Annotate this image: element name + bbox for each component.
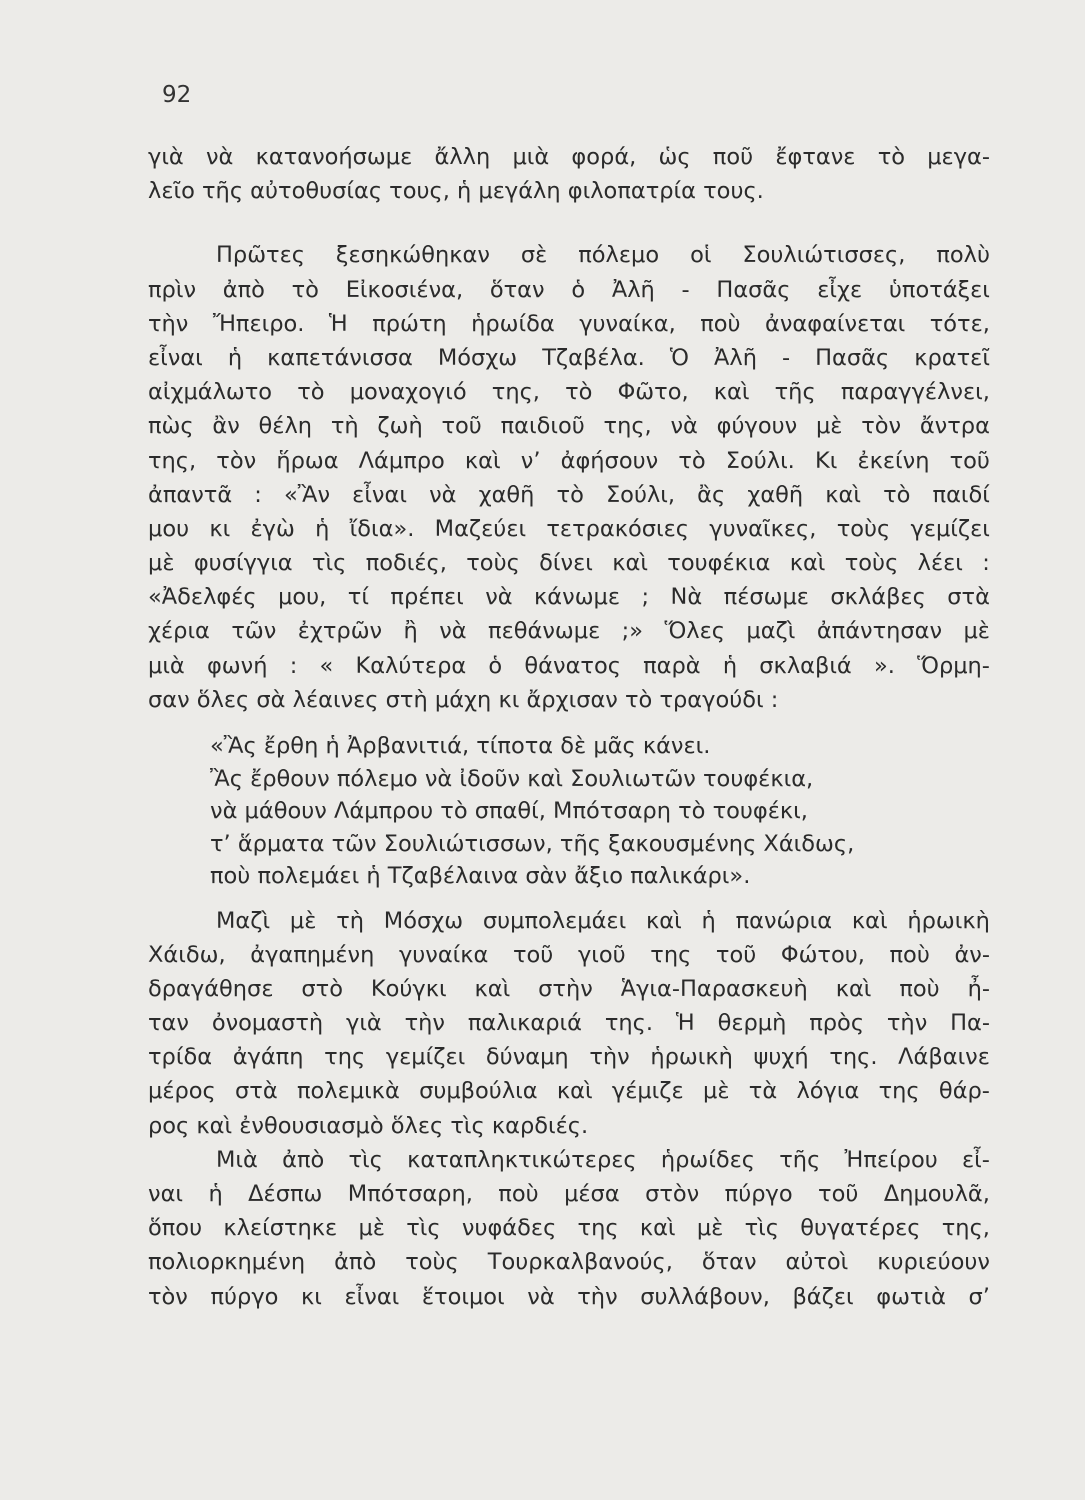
poem-line: νὰ μάθουν Λάμπρου τὸ σπαθί, Μπότσαρη τὸ τουφέκι, — [210, 798, 808, 824]
text-line: εἶναι ἡ καπετάνισσα Μόσχω Τζαβέλα. Ὁ Ἀλῆ - Πασᾶς κρατεῖ — [148, 344, 990, 371]
text-line: δραγάθησε στὸ Κούγκι καὶ στὴν Ἁγια-Παρασκευὴ καὶ ποὺ ἦ- — [148, 975, 990, 1002]
text-line: μέρος στὰ πολεμικὰ συμβούλια καὶ γέμιζε μὲ τὰ λόγια της θάρ- — [148, 1078, 990, 1105]
text-line: Πρῶτες ξεσηκώθηκαν σὲ πόλεμο οἱ Σουλιώτισσες, πολὺ — [216, 242, 990, 269]
poem-line: Ἂς ἔρθουν πόλεμο νὰ ἰδοῦν καὶ Σουλιωτῶν τουφέκια, — [210, 765, 814, 792]
text-line: γιὰ νὰ κατανοήσωμε ἄλλη μιὰ φορά, ὡς ποῦ ἔφτανε τὸ μεγα- — [148, 144, 990, 170]
text-line: μιὰ φωνή : « Καλύτερα ὁ θάνατος παρὰ ἡ σκλαβιά ». Ὅρμη- — [148, 652, 990, 679]
text-line: Μαζὶ μὲ τὴ Μόσχω συμπολεμάει καὶ ἡ πανώρια καὶ ἡρωικὴ — [216, 907, 990, 934]
text-line: αἰχμάλωτο τὸ μοναχογιό της, τὸ Φῶτο, καὶ τῆς παραγγέλνει, — [148, 379, 990, 406]
text-line: ρος καὶ ἐνθουσιασμὸ ὅλες τὶς καρδιές. — [148, 1112, 589, 1139]
poem-line: «Ἂς ἔρθη ἡ Ἀρβανιτιά, τίποτα δὲ μᾶς κάνει. — [210, 733, 711, 759]
text-line: ταν ὀνομαστὴ γιὰ τὴν παλικαριά της. Ἡ θερμὴ πρὸς τὴν Πα- — [148, 1010, 990, 1037]
text-line: της, τὸν ἥρωα Λάμπρο καὶ ν’ ἀφήσουν τὸ Σούλι. Κι ἐκείνη τοῦ — [148, 447, 990, 474]
page-number: 92 — [162, 82, 192, 108]
text-line: τὴν Ἤπειρο. Ἡ πρώτη ἡρωίδα γυναίκα, ποὺ ἀναφαίνεται τότε, — [148, 310, 990, 337]
text-line: «Ἀδελφές μου, τί πρέπει νὰ κάνωμε ; Νὰ πέσωμε σκλάβες στὰ — [148, 584, 990, 611]
text-line: χέρια τῶν ἐχτρῶν ἢ νὰ πεθάνωμε ;» Ὅλες μαζὶ ἀπάντησαν μὲ — [148, 618, 990, 645]
body-text — [148, 140, 990, 1314]
poem-line: τ’ ἅρματα τῶν Σουλιώτισσων, τῆς ξακουσμένης Χάιδως, — [210, 830, 855, 857]
text-line: Χάιδω, ἀγαπημένη γυναίκα τοῦ γιοῦ της τοῦ Φώτου, ποὺ ἀν- — [148, 941, 990, 968]
text-line: πολιορκημένη ἀπὸ τοὺς Τουρκαλβανούς, ὅταν αὐτοὶ κυριεύουν — [148, 1249, 990, 1276]
text-line: τρίδα ἀγάπη της γεμίζει δύναμη τὴν ἡρωικὴ ψυχή της. Λάβαινε — [148, 1044, 990, 1071]
text-line: ὅπου κλείστηκε μὲ τὶς νυφάδες της καὶ μὲ τὶς θυγατέρες της, — [148, 1215, 990, 1242]
paragraph — [148, 904, 990, 1143]
text-line: σαν ὅλες σὰ λέαινες στὴ μάχη κι ἄρχισαν τὸ τραγούδι : — [148, 686, 779, 713]
paragraph — [148, 1143, 990, 1314]
text-line: ναι ἡ Δέσπω Μπότσαρη, ποὺ μέσα στὸν πύργο τοῦ Δημουλᾶ, — [148, 1181, 990, 1207]
paragraph — [148, 140, 990, 208]
text-line: Μιὰ ἀπὸ τὶς καταπληκτικώτερες ἡρωίδες τῆς Ἠπείρου εἶ- — [216, 1146, 990, 1173]
text-line: λεῖο τῆς αὐτοθυσίας τους, ἡ μεγάλη φιλοπατρία τους. — [148, 178, 764, 205]
poem-line: ποὺ πολεμάει ἡ Τζαβέλαινα σὰν ἄξιο παλικάρι». — [210, 863, 751, 889]
poem — [148, 729, 990, 892]
text-line: μὲ φυσίγγια τὶς ποδιές, τοὺς δίνει καὶ τουφέκια καὶ τοὺς λέει : — [148, 550, 990, 577]
paragraph — [148, 238, 990, 717]
text-line: πὼς ἂν θέλη τὴ ζωὴ τοῦ παιδιοῦ της, νὰ φύγουν μὲ τὸν ἄντρα — [148, 413, 990, 440]
text-line: ἀπαντᾶ : «Ἂν εἶναι νὰ χαθῆ τὸ Σούλι, ἂς χαθῆ καὶ τὸ παιδί — [148, 481, 990, 508]
text-line: μου κι ἐγὼ ἡ ἴδια». Μαζεύει τετρακόσιες γυναῖκες, τοὺς γεμίζει — [148, 515, 990, 542]
text-line: πρὶν ἀπὸ τὸ Εἰκοσιένα, ὅταν ὁ Ἀλῆ - Πασᾶς εἶχε ὑποτάξει — [148, 276, 990, 303]
text-line: τὸν πύργο κι εἶναι ἕτοιμοι νὰ τὴν συλλάβουν, βάζει φωτιὰ σ’ — [148, 1283, 990, 1310]
